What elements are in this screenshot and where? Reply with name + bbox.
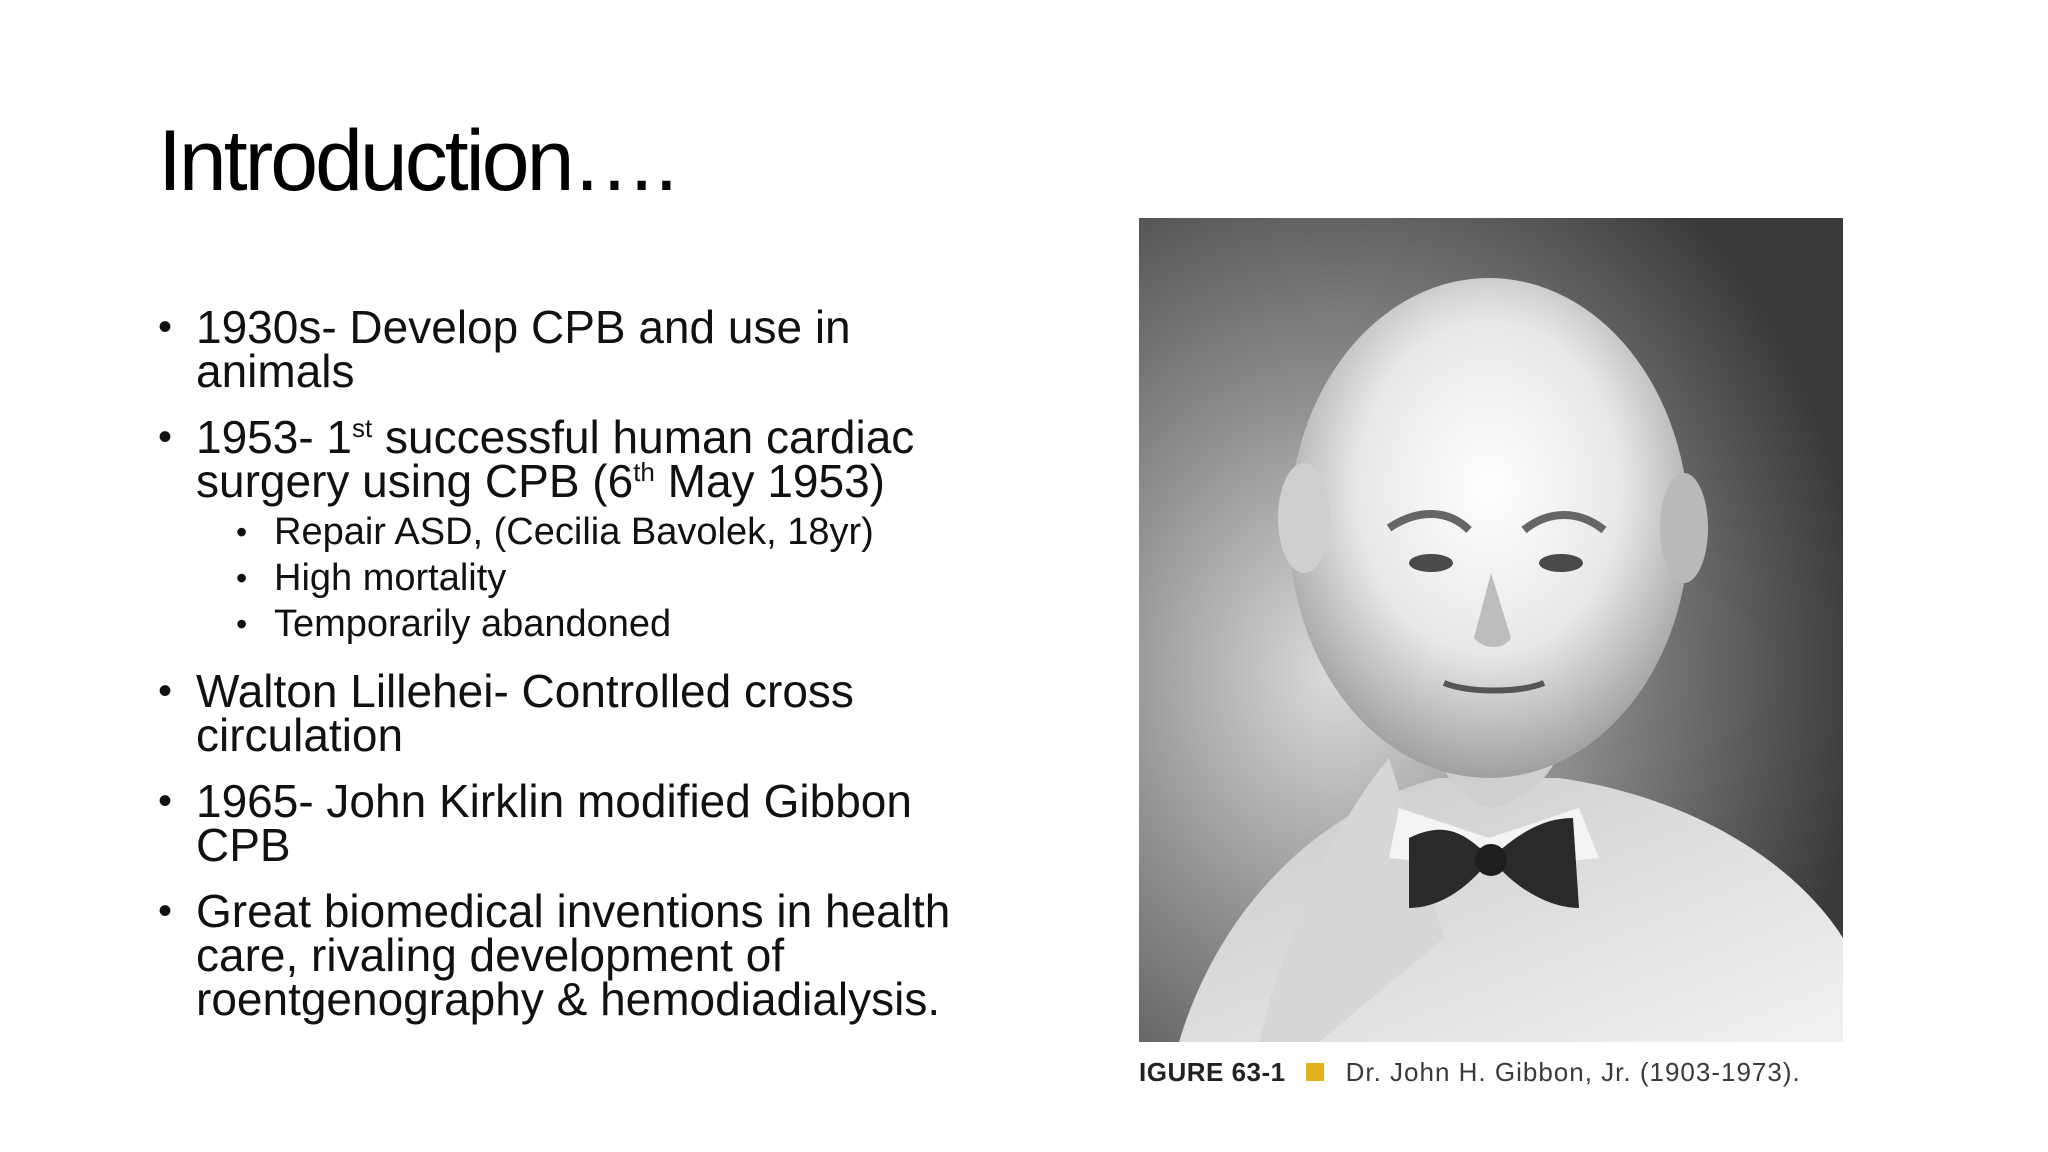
bullet-text: Walton Lillehei- Controlled cross circulation: [196, 665, 854, 761]
bullet-list: [158, 301, 1018, 1043]
slide-title: Introduction….: [158, 113, 676, 209]
bullet-text: Great biomedical inventions in health care, rivaling development of roentgenography & hemodiadialysis.: [196, 885, 951, 1025]
bullet-text: 1965- John Kirklin modified Gibbon CPB: [196, 775, 912, 871]
bullet-item: [158, 775, 1018, 871]
portrait-photo: [1139, 218, 1843, 1042]
bullet-text: 1930s- Develop CPB and use in animals: [196, 301, 851, 397]
figure-caption: [1139, 1054, 1801, 1090]
bullet-item: [158, 885, 1018, 1025]
sub-bullet-item: • Repair ASD, (Cecilia Bavolek, 18yr): [236, 509, 1018, 555]
portrait-illustration: [1139, 218, 1843, 1042]
caption-text: Dr. John H. Gibbon, Jr. (1903-1973).: [1345, 1056, 1801, 1087]
bullet-item: [158, 301, 1018, 397]
sub-bullet-item: • High mortality: [236, 555, 1018, 601]
sub-bullet-list: [196, 509, 1018, 647]
superscript: st: [352, 413, 373, 443]
figure-label: IGURE 63-1: [1139, 1056, 1286, 1087]
bullet-text: successful human cardiac surgery using CPB (6: [196, 411, 915, 507]
caption-marker: [1306, 1063, 1324, 1081]
bullet-text: May 1953): [654, 455, 885, 507]
superscript: th: [633, 457, 655, 487]
bullet-item: [158, 411, 1018, 647]
sub-bullet-item: • Temporarily abandoned: [236, 601, 1018, 647]
bullet-text: 1953- 1: [196, 411, 353, 463]
bullet-item: [158, 665, 1018, 761]
